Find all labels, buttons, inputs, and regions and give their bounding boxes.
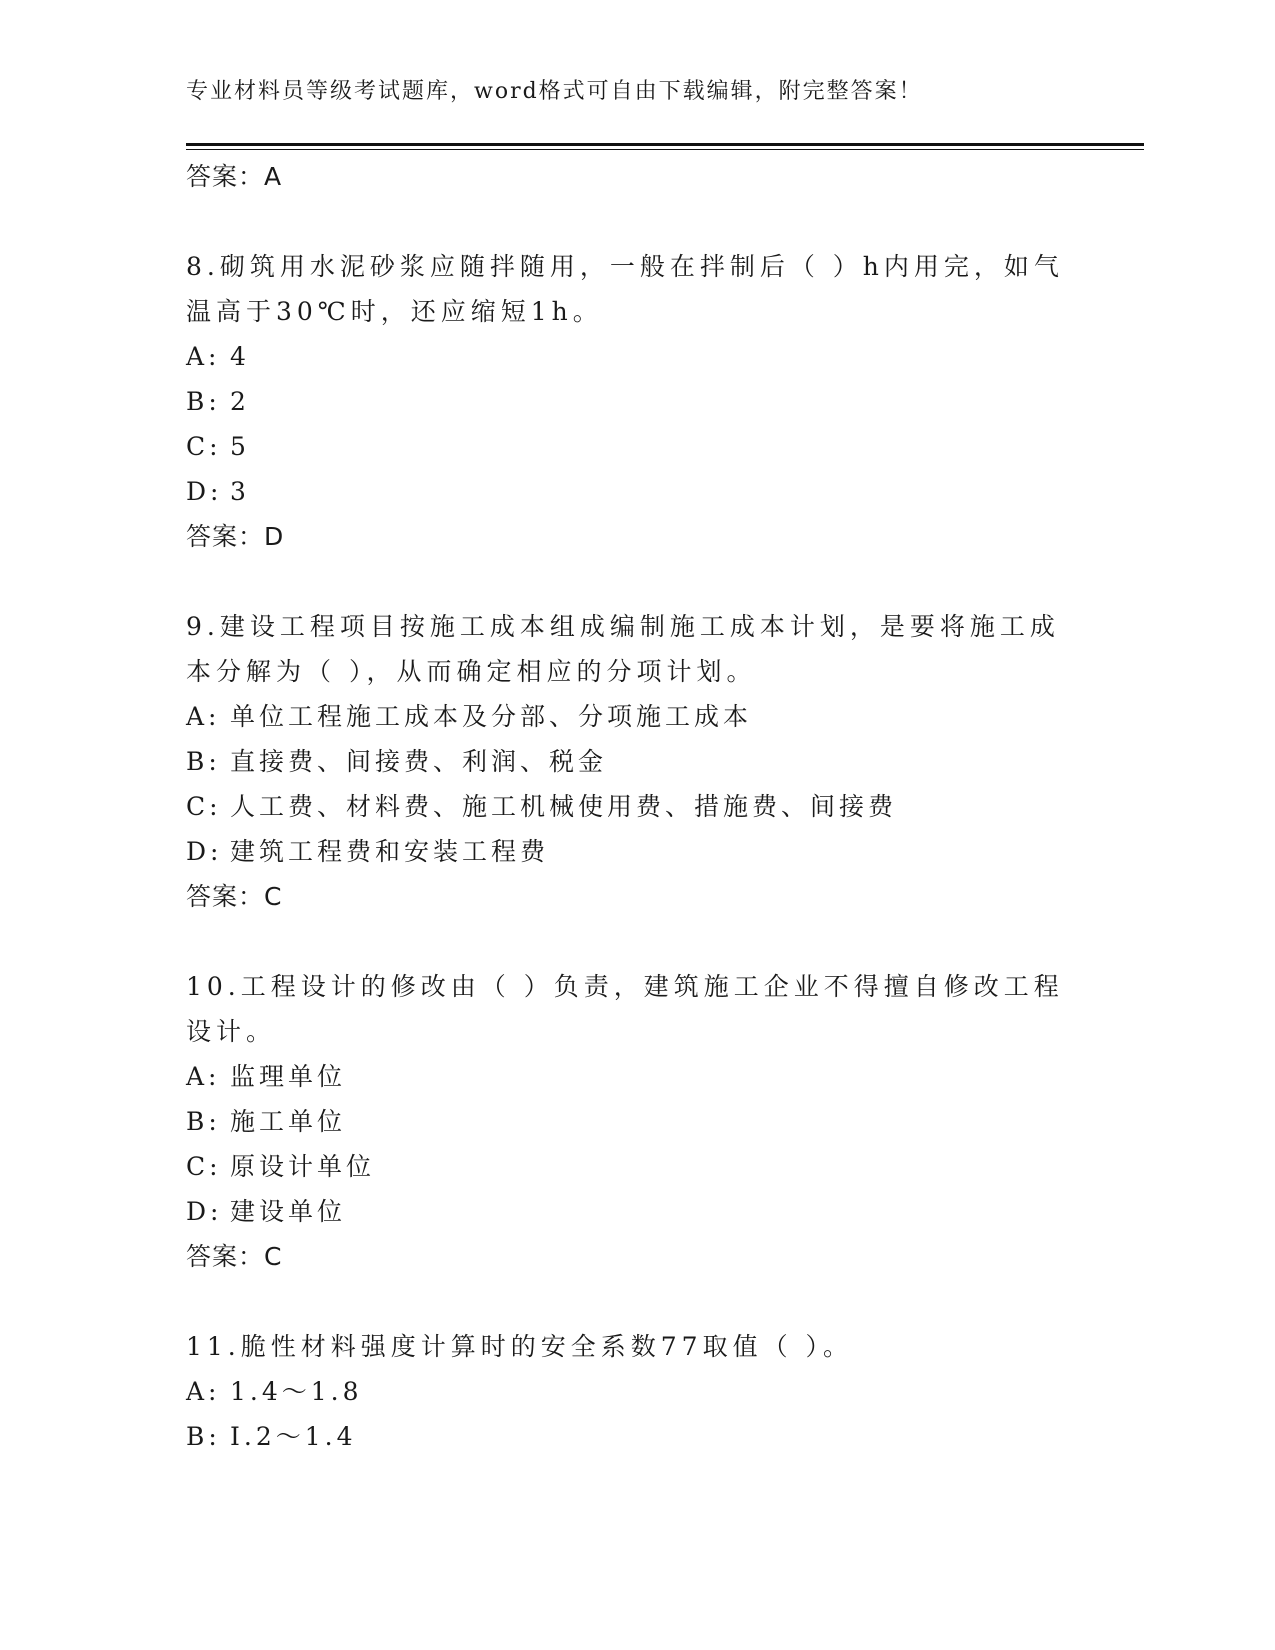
option-a [186, 334, 1066, 379]
question-item [186, 964, 1066, 1279]
option-letter: C: [186, 432, 222, 461]
option-text: 2 [230, 387, 250, 416]
option-text: 3 [230, 477, 250, 506]
option-c [186, 424, 1066, 469]
option-b [186, 739, 1066, 784]
option-a [186, 1054, 1066, 1099]
option-d [186, 469, 1066, 514]
option-c [186, 784, 1066, 829]
option-letter: B: [186, 387, 221, 416]
option-letter: A: [186, 702, 221, 731]
option-text: 直接费、间接费、利润、税金 [230, 747, 608, 776]
question-item [186, 244, 1066, 559]
option-letter: B: [186, 747, 221, 776]
option-text: 建设单位 [230, 1197, 347, 1226]
option-a [186, 1369, 1066, 1414]
option-letter: C: [186, 792, 222, 821]
option-letter: B: [186, 1107, 221, 1136]
header-rule-thin [186, 149, 1144, 150]
answer-line: 答案：D [186, 522, 285, 551]
answer-line: 答案：A [186, 162, 283, 191]
answer-line: 答案：C [186, 882, 283, 911]
option-letter: A: [186, 1062, 221, 1091]
option-b [186, 1099, 1066, 1144]
question-stem: 9.建设工程项目按施工成本组成编制施工成本计划，是要将施工成本分解为（ ），从而确定相应的分项计划。 [186, 612, 1060, 686]
option-letter: C: [186, 1152, 222, 1181]
option-text: 单位工程施工成本及分部、分项施工成本 [230, 702, 753, 731]
option-b [186, 379, 1066, 424]
answer-line: 答案：C [186, 1242, 283, 1271]
option-d [186, 1189, 1066, 1234]
option-text: 1.4～1.8 [230, 1377, 363, 1406]
option-text: 5 [230, 432, 250, 461]
question-list [186, 154, 1066, 1459]
option-text: 4 [230, 342, 250, 371]
option-letter: D: [186, 477, 223, 506]
option-letter: A: [186, 342, 221, 371]
option-d [186, 829, 1066, 874]
question-stem: 10.工程设计的修改由（ ）负责，建筑施工企业不得擅自修改工程设计。 [186, 972, 1064, 1046]
header-rule-thick [186, 143, 1144, 146]
option-text: 人工费、材料费、施工机械使用费、措施费、间接费 [230, 792, 898, 821]
option-letter: D: [186, 1197, 223, 1226]
question-item [186, 604, 1066, 919]
option-text: 建筑工程费和安装工程费 [230, 837, 550, 866]
option-text: 原设计单位 [230, 1152, 376, 1181]
option-text: 监理单位 [230, 1062, 347, 1091]
option-a [186, 694, 1066, 739]
option-letter: B: [186, 1422, 221, 1451]
question-stem: 11.脆性材料强度计算时的安全系数77取值（ ）。 [186, 1332, 854, 1361]
option-letter: D: [186, 837, 223, 866]
option-text: 施工单位 [230, 1107, 347, 1136]
option-letter: A: [186, 1377, 221, 1406]
question-stem: 8.砌筑用水泥砂浆应随拌随用，一般在拌制后（ ）h内用完，如气温高于30℃时，还应缩短1h。 [186, 252, 1064, 326]
option-b [186, 1414, 1066, 1459]
option-c [186, 1144, 1066, 1189]
question-item [186, 1324, 1066, 1459]
option-text: I.2～1.4 [230, 1422, 357, 1451]
page-header: 专业材料员等级考试题库，word格式可自由下载编辑，附完整答案！ [186, 79, 923, 104]
